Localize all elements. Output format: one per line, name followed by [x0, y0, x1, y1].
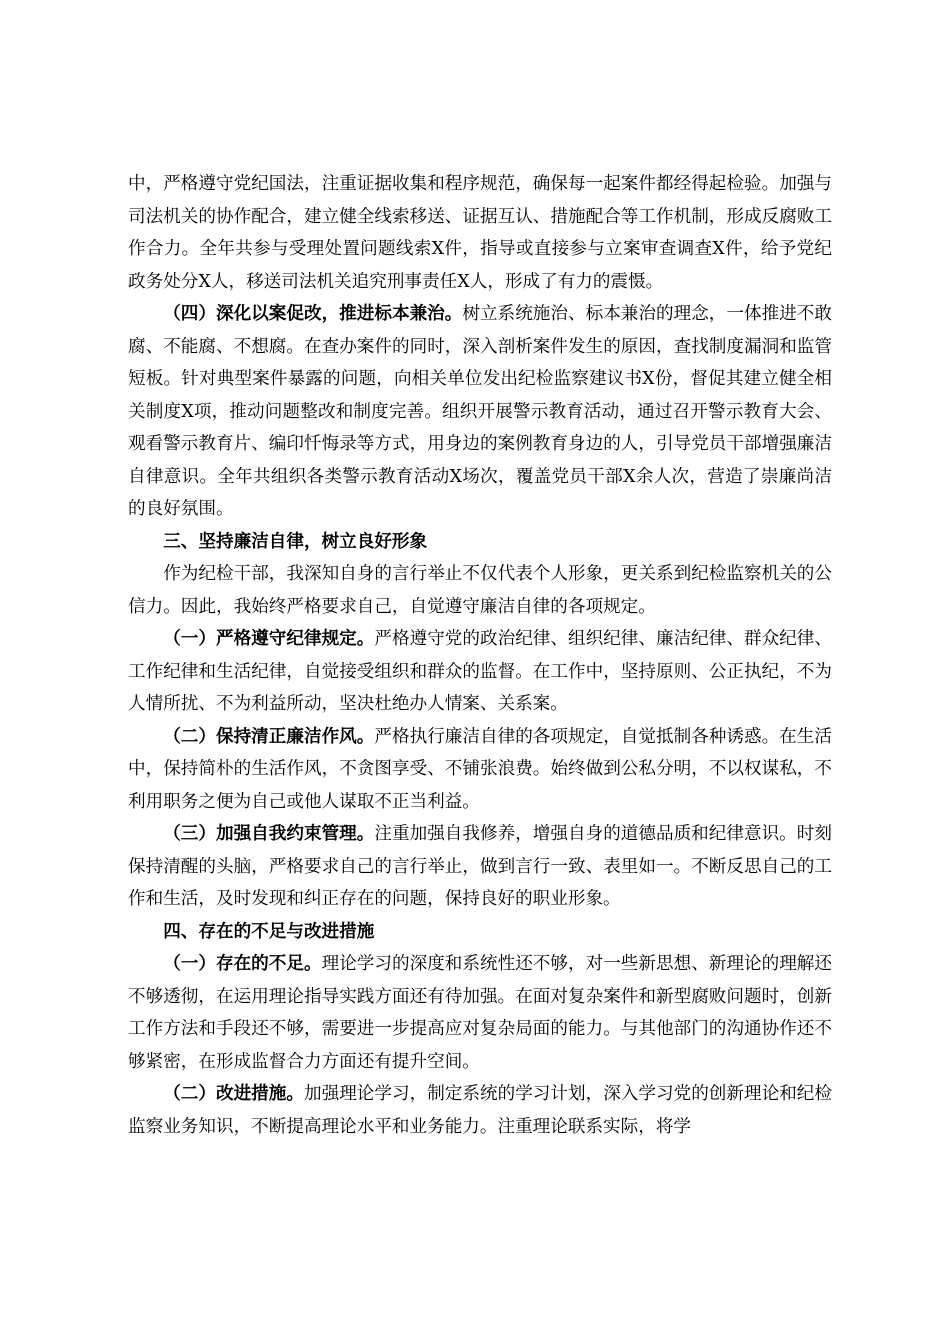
paragraph-lead: （三）加强自我约束管理。 — [163, 823, 375, 844]
paragraph-continuation — [128, 168, 832, 298]
paragraph-intro — [128, 558, 832, 623]
paragraph-text: 严格遵守党的政治纪律、组织纪律、廉洁纪律、群众纪律、工作纪律和生活纪律，自觉接受组织和群众的监督。在工作中，坚持原则、公正执纪，不为人情所扰、不为利益所动，坚决杜绝办人情案、关系案。 — [128, 629, 832, 714]
paragraph-text: 树立系统施治、标本兼治的理念，一体推进不敢腐、不能腐、不想腐。在查办案件的同时，深入剖析案件发生的原因，查找制度漏洞和监管短板。针对典型案件暴露的问题，向相关单位发出纪检监察建议书X份，督促其建立健全相关制度X项，推动问题整改和制度完善。组织开展警示教育活动，通过召开警示教育大会、观看警示教育片、编印忏悔录等方式，用身边的案例教育身边的人，引导党员干部增强廉洁自律意识。全年共组织各类警示教育活动X场次，覆盖党员干部X余人次，营造了崇廉尚洁的良好氛围。 — [128, 304, 832, 519]
paragraph-lead: （一）严格遵守纪律规定。 — [163, 628, 375, 649]
paragraph-text: 中，严格遵守党纪国法，注重证据收集和程序规范，确保每一起案件都经得起检验。加强与司法机关的协作配合，建立健全线索移送、证据互认、措施配合等工作机制，形成反腐败工作合力。全年共参与受理处置问题线索X件，指导或直接参与立案审查调查X件，给予党纪政务处分X人，移送司法机关追究刑事责任X人，形成了有力的震慑。 — [128, 174, 832, 292]
paragraph-subsection-1 — [128, 623, 832, 721]
paragraph-text: 严格执行廉洁自律的各项规定，自觉抵制各种诱惑。在生活中，保持简朴的生活作风，不贪图享受、不铺张浪费。始终做到公私分明，不以权谋私，不利用职务之便为自己或他人谋取不正当利益。 — [128, 726, 832, 812]
paragraph-lead: （一）存在的不足。 — [163, 953, 322, 974]
paragraph-subsection-3 — [128, 818, 832, 916]
paragraph-text: 注重加强自我修养，增强自身的道德品质和纪律意识。时刻保持清醒的头脑，严格要求自己的言行举止，做到言行一致、表里如一。不断反思自己的工作和生活，及时发现和纠正存在的问题，保持良好的职业形象。 — [128, 824, 832, 909]
paragraph-shortcomings — [128, 948, 832, 1078]
paragraph-text: 加强理论学习，制定系统的学习计划，深入学习党的创新理论和纪检监察业务知识，不断提高理论水平和业务能力。注重理论联系实际，将学 — [128, 1084, 832, 1137]
paragraph-subsection-2 — [128, 721, 832, 819]
paragraph-text: 作为纪检干部，我深知自身的言行举止不仅代表个人形象，更关系到纪检监察机关的公信力。因此，我始终严格要求自己，自觉遵守廉洁自律的各项规定。 — [128, 564, 832, 617]
section-heading-3: 三、坚持廉洁自律，树立良好形象 — [163, 530, 428, 552]
document-page — [128, 168, 832, 1143]
paragraph-section-4 — [128, 298, 832, 526]
paragraph-lead: （四）深化以案促改，推进标本兼治。 — [163, 303, 463, 324]
paragraph-lead: （二）改进措施。 — [163, 1083, 304, 1104]
paragraph-lead: （二）保持清正廉洁作风。 — [163, 725, 375, 747]
paragraph-measures — [128, 1078, 832, 1143]
paragraph-text: 理论学习的深度和系统性还不够，对一些新思想、新理论的理解还不够透彻，在运用理论指导实践方面还有待加强。在面对复杂案件和新型腐败问题时，创新工作方法和手段还不够，需要进一步提高应对复杂局面的能力。与其他部门的沟通协作还不够紧密，在形成监督合力方面还有提升空间。 — [128, 954, 832, 1072]
section-heading-4: 四、存在的不足与改进措施 — [163, 920, 375, 942]
